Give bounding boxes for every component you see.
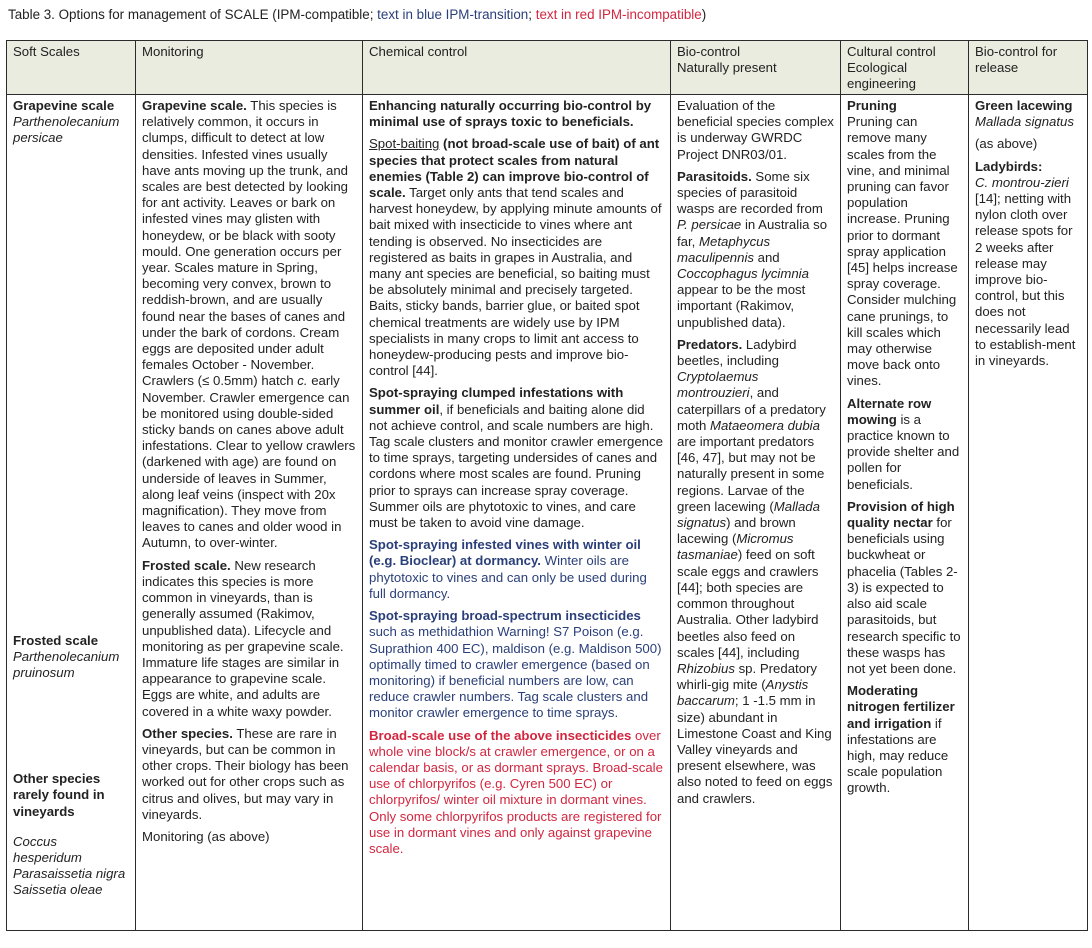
release-ladybirds: Ladybirds: C. montrou-zieri [14]; netting with nylon cloth over release spots for 2 weeks after release may improve bio-control, but this does not necessarily lead to establish-ment in vineyards.: [975, 158, 1076, 369]
table-row: [7, 95, 1088, 931]
species-frosted-scale: Frosted scale Parthenolecanium pruinosum: [13, 632, 120, 681]
chemical-broad-spectrum-spot: Spot-spraying broad-spectrum insecticides such as methidathion Warning! S7 Poison (e.g. Suprathion 400 EC), maldison (e.g. Maldison 500) optimally timed to crawler emergence (based on monitoring) if beneficial numbers are low, can reduce crawler numbers. Tag scale clusters and monitor crawler emergence to time sprays.: [369, 608, 662, 721]
chemical-broad-scale: Broad-scale use of the above insecticides over whole vine block/s at crawler emergence, or on a calendar basis, or as dormant sprays. Broad-scale use of chlorpyrifos (e.g. Cyren 500 EC) or chlorpyrifos/ winter oil mixture in dormant vines. Only some chlorpyrifos products are registered for use in dormant vines and only against grapevine scale.: [369, 727, 663, 856]
scale-management-table: [6, 40, 1088, 931]
monitoring-as-above: Monitoring (as above): [142, 828, 270, 844]
header-monitoring: Monitoring: [136, 41, 363, 95]
cell-monitoring: [136, 95, 363, 931]
table-caption: [8, 6, 706, 24]
cultural-row-mowing: Alternate row mowing is a practice known to provide shelter and pollen for beneficials.: [847, 395, 960, 492]
chemical-spot-baiting: Spot-baiting (not broad-scale use of bait) of ant species that protect scales from natural enemies (Table 2) can improve bio-control of scale. Target only ants that tend scales and harvest honeydew, by applying minute amounts of bait mixed with insecticide to vines where ant tending is observed. No insecticides are registered as baits in grapes in Australia, and many ant species are beneficial, so baiting must be absolutely minimal and precisely targeted. Baits, sticky bands, barrier glue, or baited spot chemical treatments are widely use by IPM specialists in many crops to limit ant access to honeydew-producing pests and improve bio-control [44].: [369, 136, 662, 379]
caption-blue-legend: text in blue IPM-transition: [377, 7, 529, 22]
species-other: Other species rarely found in vineyards Coccus hesperidum Parasaissetia nigra Saissetia oleae: [13, 771, 126, 898]
cell-bio-control-release: [969, 95, 1088, 931]
chemical-enhancing: Enhancing naturally occurring bio-control by minimal use of sprays toxic to beneficials.: [369, 98, 652, 130]
cell-chemical-control: [363, 95, 671, 931]
cell-cultural-control: [841, 95, 969, 931]
header-row: [7, 41, 1088, 95]
caption-separator: ;: [528, 7, 536, 22]
monitoring-other: Other species. These are rare in vineyards, but can be common in other crops. Their biology has been worked out for other crops such as citrus and olives, but may vary in vineyards.: [142, 725, 349, 822]
caption-suffix: ): [701, 7, 707, 22]
cultural-nectar: Provision of high quality nectar for beneficials using buckwheat or phacelia (Tables 2-3) is expected to also aid scale parasitoids, but research specific to these wasps has not yet been done.: [847, 498, 961, 676]
monitoring-grapevine: Grapevine scale. This species is relatively common, it occurs in clumps, difficult to detect at low densities. Infested vines usually have ants moving up the trunk, and scales are best detected by looking for ant activity. Leaves or bark on infested vines may glisten with honeydew, or be black with sooty mould. One generation occurs per year. Scales mature in Spring, becoming very convex, brown to reddish-brown, and are usually found near the bases of canes and under the bark of cordons. Cream eggs are deposited under adult females October - November. Crawlers (≤ 0.5mm) hatch c. early November. Crawler emergence can be monitored using double-sided sticky bands on canes above adult infestations. Clear to yellow crawlers (darkened with age) are found on underside of leaves in Summer, along leaf veins (inspect with 20x magnification). They move from leaves to canes and older wood in Autumn, to over-winter.: [142, 98, 356, 551]
cultural-pruning: Pruning Pruning can remove many scales from the vine, and minimal pruning can favor population increase. Pruning prior to dormant spray application [45] helps increase spray coverage. Consider mulching cane prunings, to kill scales which may otherwise move back onto vines.: [847, 98, 958, 389]
header-bio-control-release: Bio-control for release: [969, 41, 1088, 95]
caption-red-legend: text in red IPM-incompatible: [535, 7, 702, 22]
bio-natural-predators: Predators. Ladybird beetles, including Cryptolaemus montrouzieri, and caterpillars of a predatory moth Mataeomera dubia are important predators [46, 47], but may not be naturally present in some regions. Larvae of the green lacewing (Mallada signatus) and brown lacewing (Micromus tasmaniae) feed on soft scale eggs and crawlers [44]; both species are common throughout Australia. Other ladybird beetles also feed on scales [44], including Rhizobius sp. Predatory whirli-gig mite (Anystis baccarum; 1 -1.5 mm in size) abundant in Limestone Coast and King Valley vineyards and present elsewhere, was also noted to feed on eggs and crawlers.: [677, 336, 833, 806]
release-as-above: (as above): [975, 136, 1038, 152]
bio-natural-parasitoids: Parasitoids. Some six species of parasitoid wasps are recorded from P. persicae in Australia so far, Metaphycus maculipennis and Coccophagus lycimnia appear to be the most important (Rakimov, unpublished data).: [677, 168, 828, 330]
monitoring-frosted: Frosted scale. New research indicates this species is more common in vineyards, than is generally assumed (Rakimov, unpublished data). Lifecycle and monitoring as per grapevine scale. Immature life stages are similar in appearance to grapevine scale. Eggs are white, and adults are covered in a white waxy powder.: [142, 557, 344, 719]
cell-bio-control-natural: [671, 95, 841, 931]
chemical-summer-oil: Spot-spraying clumped infestations with summer oil, if beneficials and baiting alone did not achieve control, and scale numbers are high. Tag scale clusters and monitor crawler emergence to time sprays, targeting undersides of canes and cordons where most scales are found. Pruning prior to sprays can increase spray coverage. Summer oils are phytotoxic to vines, and care must be taken to avoid vine damage.: [369, 385, 663, 531]
header-bio-control-natural: Bio-control Naturally present: [671, 41, 841, 95]
header-soft-scales: Soft Scales: [7, 41, 136, 95]
header-chemical-control: Chemical control: [363, 41, 671, 95]
header-cultural-control: Cultural control Ecological engineering: [841, 41, 969, 95]
caption-prefix: Table 3. Options for management of SCALE (IPM-compatible;: [8, 7, 378, 22]
release-green-lacewing: Green lacewing Mallada signatus: [975, 98, 1074, 130]
cell-soft-scales: [7, 95, 136, 931]
bio-natural-evaluation: Evaluation of the beneficial species complex is underway GWRDC Project DNR03/01.: [677, 98, 834, 162]
chemical-winter-oil: Spot-spraying infested vines with winter oil (e.g. Bioclear) at dormancy. Winter oils are phytotoxic to vines and can only be used during full dormancy.: [369, 537, 647, 601]
cultural-nitrogen: Moderating nitrogen fertilizer and irrigation if infestations are high, may reduce scale population growth.: [847, 683, 955, 796]
species-grapevine-scale: Grapevine scale Parthenolecanium persicae: [13, 98, 120, 146]
